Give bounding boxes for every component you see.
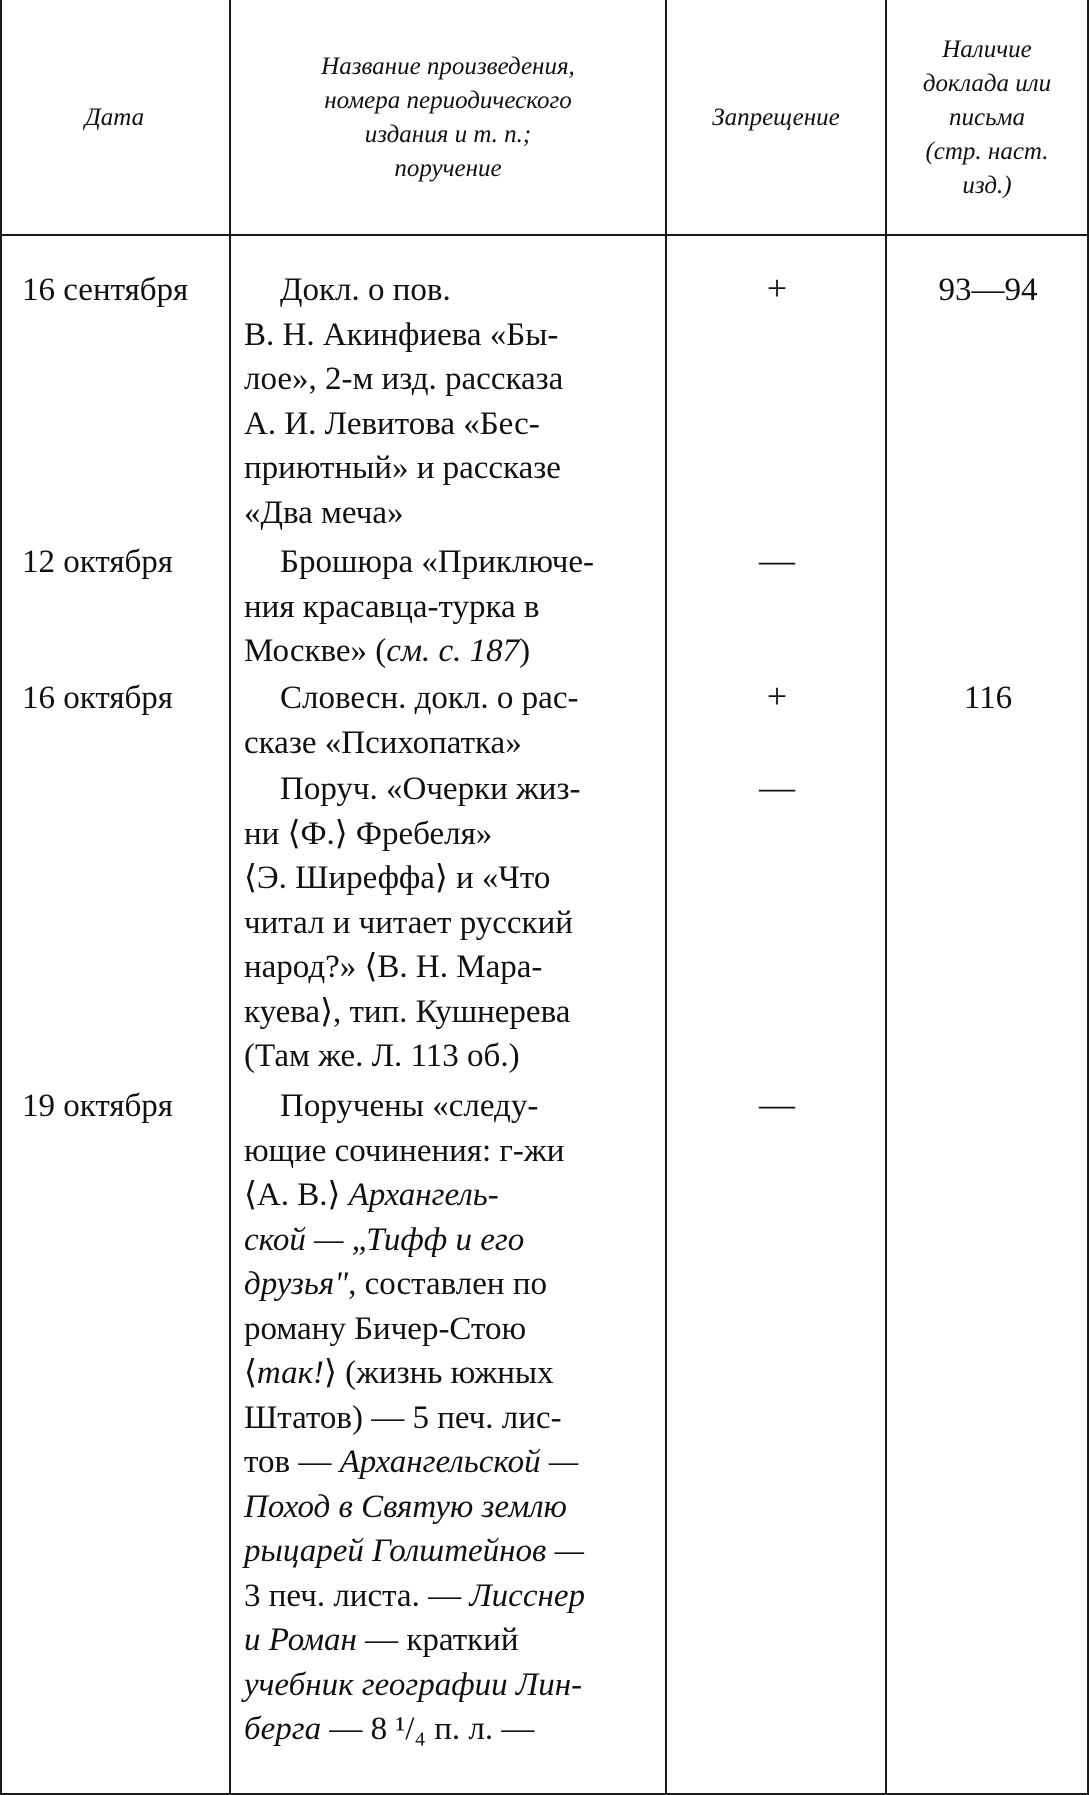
reference-italic: см. с. 187 (386, 633, 520, 669)
work-line (244, 1663, 644, 1708)
column-divider (229, 0, 231, 1795)
note-italic: так! (256, 1355, 325, 1391)
work-line (244, 1262, 644, 1307)
work-line: роману Бичер-Стою (244, 1310, 527, 1347)
work-line: ⟨Э. Ширеффа⟩ и «Что (244, 860, 551, 896)
work-line: сказе «Психопатка» (244, 724, 522, 761)
work-line: приютный» и рассказе (244, 450, 561, 486)
text-run: тов — (244, 1444, 340, 1480)
title-italic: Поход в Святую землю (244, 1488, 567, 1525)
header-report (887, 0, 1087, 236)
column-divider (665, 0, 667, 1795)
title-italic: ской — „Тифф и его (244, 1221, 525, 1258)
text-run: ⟩ (жизнь южных (324, 1355, 554, 1391)
row-ban-mark: — (759, 540, 795, 580)
text-run: Москве» ( (244, 633, 387, 669)
work-line: народ?» ⟨В. Н. Мара- (244, 949, 543, 985)
header-ban-label: Запрещение (712, 104, 840, 131)
title-italic: рыцарей Голштейнов — (244, 1533, 584, 1569)
header-report-line: изд.) (962, 172, 1012, 199)
row-ban-mark: + (766, 268, 788, 308)
text-run: 3 печ. листа. — (244, 1577, 470, 1614)
work-line: Брошюра «Приключе- (280, 544, 595, 580)
header-report-line: (стр. наст. (925, 138, 1049, 165)
work-line: читал и читает русский (244, 904, 573, 941)
row-date: 12 октября (22, 544, 173, 580)
column-divider (0, 0, 2, 1795)
row-report-ref: 116 (963, 680, 1013, 716)
work-line: лое», 2-м изд. рассказа (244, 361, 564, 397)
work-line (244, 1574, 644, 1619)
work-line: Поруч. «Очерки жиз- (280, 771, 581, 807)
title-italic: учебник географии Лин- (244, 1666, 583, 1703)
title-italic: друзья" (244, 1266, 349, 1302)
text-run: ) (519, 633, 531, 669)
work-line (244, 1529, 644, 1574)
work-line: Поручены «следу- (280, 1088, 539, 1124)
row-work (244, 676, 644, 765)
work-line (244, 1485, 644, 1530)
row-work (244, 767, 644, 1079)
row-ban-mark: + (766, 676, 788, 716)
row-date: 19 октября (22, 1088, 173, 1124)
text-run: — 8 ¹/₄ п. л. — (321, 1711, 535, 1747)
work-line (244, 1351, 644, 1396)
header-ban (667, 0, 885, 236)
work-line: куева⟩, тип. Кушнерева (244, 993, 571, 1030)
work-line: (Там же. Л. 113 об.) (244, 1038, 520, 1074)
work-line (244, 1440, 644, 1485)
header-date-label: Дата (84, 104, 145, 131)
header-work-line: поручение (394, 155, 502, 182)
header-report-line: Наличие (942, 36, 1032, 63)
work-line: ни ⟨Ф.⟩ Фребеля» (244, 815, 493, 852)
work-line: А. И. Левитова «Бес- (244, 405, 540, 442)
row-work (244, 1084, 644, 1752)
header-work-line: номера периодического (324, 87, 572, 114)
work-line (244, 1618, 644, 1663)
text-run: ⟨А. В.⟩ (244, 1177, 349, 1213)
header-work-line: издания и т. п.; (364, 121, 532, 148)
row-report-ref: 93—94 (938, 272, 1038, 308)
row-work (244, 268, 644, 535)
text-run: — краткий (356, 1622, 519, 1658)
work-line (244, 629, 644, 674)
row-ban-mark: — (759, 1084, 795, 1124)
work-line (244, 1707, 644, 1752)
work-line: Докл. о пов. (280, 272, 451, 308)
column-divider (885, 0, 887, 1795)
row-date: 16 сентября (22, 272, 189, 308)
header-work (231, 0, 665, 236)
header-date (0, 0, 229, 236)
work-line: ния красавца-турка в (244, 588, 540, 625)
header-report-line: письма (949, 104, 1025, 131)
work-line (244, 1218, 644, 1263)
work-line: «Два меча» (244, 494, 404, 531)
row-ban-mark: — (759, 767, 795, 807)
row-date: 16 октября (22, 680, 173, 716)
work-line: Штатов) — 5 печ. лис- (244, 1399, 562, 1436)
row-work (244, 540, 644, 674)
title-italic: берга (244, 1711, 322, 1747)
author-italic: Архангельской — (339, 1444, 579, 1480)
text-run: ⟨ (244, 1355, 257, 1391)
work-line (244, 1173, 644, 1218)
author-italic: и Роман (244, 1622, 357, 1658)
work-line: В. Н. Акинфиева «Бы- (244, 316, 559, 353)
author-italic: Архангель- (348, 1177, 499, 1213)
work-line: Словесн. докл. о рас- (280, 680, 579, 716)
header-report-line: доклада или (922, 70, 1052, 97)
work-line: ющие сочинения: г-жи (244, 1132, 565, 1169)
author-italic: Лисснер (469, 1577, 585, 1614)
text-run: , составлен по (348, 1266, 547, 1302)
header-work-line: Название произведения, (321, 53, 575, 80)
